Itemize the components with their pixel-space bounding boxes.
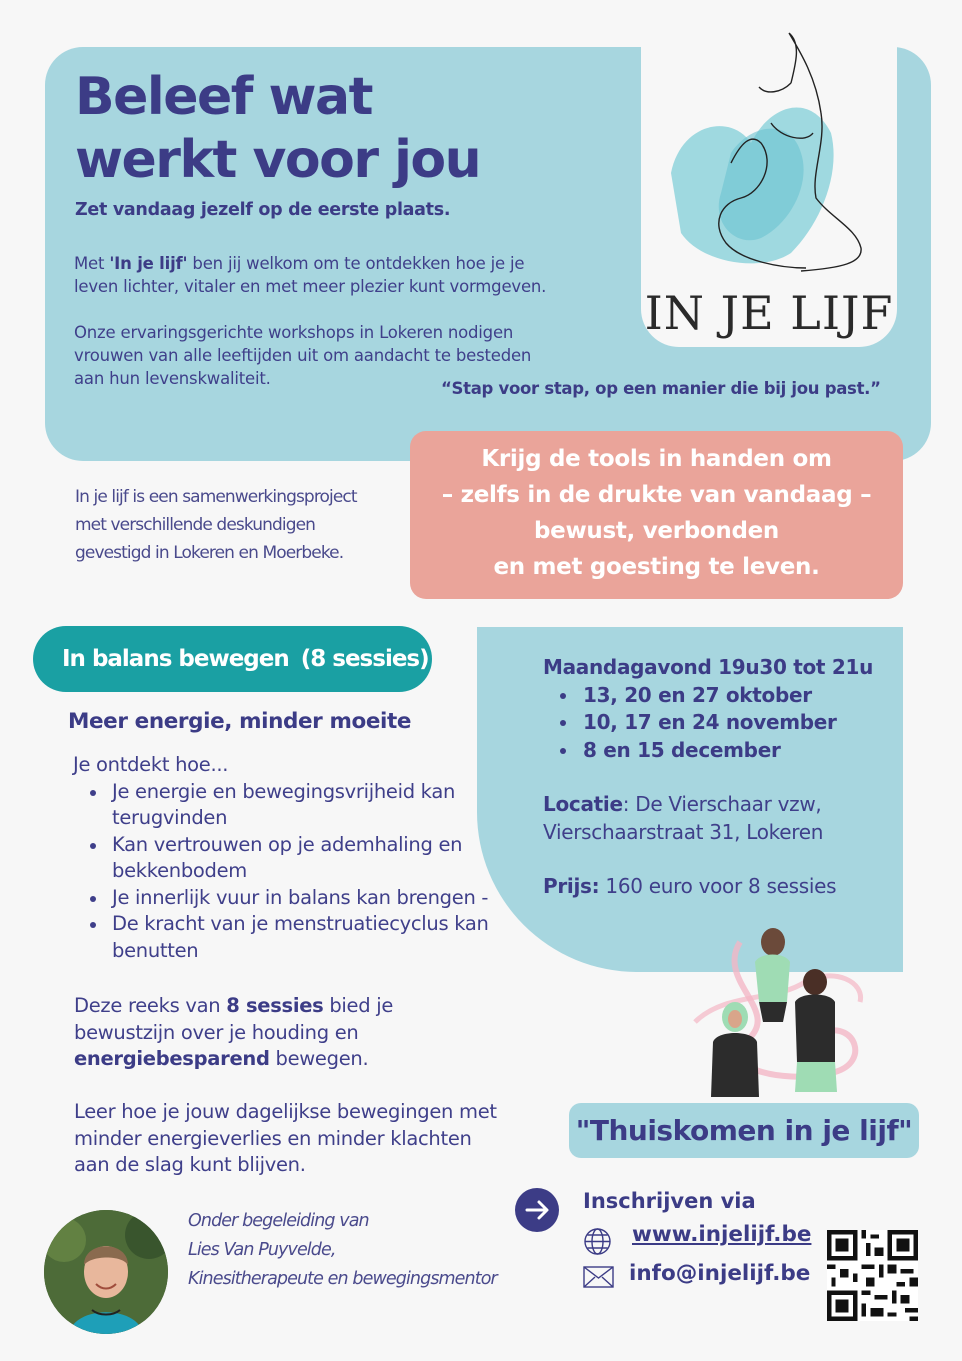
series-text: Deze reeks van bbox=[74, 994, 227, 1017]
qr-code[interactable] bbox=[827, 1230, 918, 1321]
schedule-heading: Maandagavond 19u30 tot 21u bbox=[543, 655, 874, 679]
workshops-line: Onze ervaringsgerichte workshops in Lokeren nodigen bbox=[74, 323, 514, 342]
list-item: Kan vertrouwen op je ademhaling en bekkenbodem bbox=[73, 832, 493, 885]
logo-text: IN JE LIJF bbox=[644, 286, 894, 340]
date-item: 10, 17 en 24 november bbox=[543, 709, 893, 737]
price-label: Prijs: bbox=[543, 874, 600, 898]
location-value: : De Vierschaar vzw, bbox=[622, 792, 822, 816]
learn-paragraph: Leer hoe je jouw dagelijkse bewegingen met minder energieverlies en minder klachten aan de slag kunt blijven. bbox=[74, 1100, 497, 1176]
series-text: bied je bewustzijn over je houding en bbox=[74, 994, 394, 1044]
course-title-pill bbox=[33, 626, 432, 692]
email-link[interactable]: info@injelijf.be bbox=[629, 1261, 811, 1286]
page-title bbox=[75, 66, 480, 192]
series-bold: energiebesparend bbox=[74, 1047, 270, 1070]
intro-paragraph bbox=[74, 252, 564, 298]
location-address: Vierschaarstraat 31, Lokeren bbox=[543, 819, 824, 844]
intro-prefix: Met bbox=[74, 254, 110, 273]
workshops-line: aan hun levenskwaliteit. bbox=[74, 369, 271, 388]
location-block bbox=[543, 791, 893, 846]
list-item: Je innerlijk vuur in balans kan brengen - bbox=[73, 885, 493, 912]
mail-icon bbox=[583, 1266, 614, 1288]
list-item: De kracht van je menstruatiecyclus kan benutten bbox=[73, 911, 493, 964]
woman-silhouette-illustration bbox=[641, 23, 897, 293]
course-sessions: (8 sessies) bbox=[300, 646, 429, 672]
avatar bbox=[44, 1210, 168, 1334]
arrow-right-icon bbox=[515, 1188, 559, 1232]
guide-line: Onder begeleiding van bbox=[188, 1211, 369, 1231]
discover-intro: Je ontdekt hoe... bbox=[73, 753, 229, 776]
collab-line: met verschillende deskundigen bbox=[75, 515, 316, 535]
series-bold: 8 sessies bbox=[226, 994, 324, 1017]
thuiskomen-banner: "Thuiskomen in je lijf" bbox=[569, 1103, 919, 1158]
website-link[interactable]: www.injelijf.be bbox=[632, 1222, 812, 1247]
schedule-block bbox=[543, 654, 893, 764]
signup-label: Inschrijven via bbox=[583, 1189, 756, 1213]
women-illustration bbox=[685, 922, 880, 1102]
date-item: 8 en 15 december bbox=[543, 737, 893, 765]
globe-icon bbox=[583, 1227, 612, 1256]
course-name: In balans bewegen bbox=[62, 646, 289, 672]
discover-block bbox=[73, 752, 493, 964]
guide-line: Lies Van Puyvelde, bbox=[188, 1240, 336, 1260]
intro-rest: ben jij welkom om te ontdekken hoe je je leven lichter, vitaler en met meer plezier kunt vormgeven. bbox=[74, 254, 547, 296]
date-list bbox=[543, 682, 893, 765]
collab-line: gevestigd in Lokeren en Moerbeke. bbox=[75, 543, 344, 563]
location-label: Locatie bbox=[543, 792, 623, 816]
workshops-line: vrouwen van alle leeftijden uit om aandacht te besteden bbox=[74, 346, 532, 365]
collab-line: In je lijf is een samenwerkingsproject bbox=[75, 487, 357, 507]
hero-subtitle: Zet vandaag jezelf op de eerste plaats. bbox=[75, 200, 451, 220]
price-value: 160 euro voor 8 sessies bbox=[599, 874, 837, 898]
logo-card bbox=[641, 23, 897, 347]
callout-line: Krijg de tools in handen om bbox=[481, 446, 832, 472]
guide-line: Kinesitherapeute en bewegingsmentor bbox=[188, 1269, 497, 1289]
callout-line: en met goesting te leven. bbox=[493, 554, 820, 580]
discover-list bbox=[73, 779, 493, 965]
callout-box bbox=[410, 431, 903, 599]
guide-credit bbox=[188, 1207, 497, 1294]
series-paragraph bbox=[74, 993, 499, 1073]
series-text: bewegen. bbox=[269, 1047, 369, 1070]
date-item: 13, 20 en 27 oktober bbox=[543, 682, 893, 710]
course-tagline: Meer energie, minder moeite bbox=[68, 709, 412, 734]
title-line-1: Beleef wat bbox=[75, 67, 372, 127]
title-line-2: werkt voor jou bbox=[75, 130, 481, 190]
intro-brand: 'In je lijf' bbox=[109, 254, 188, 273]
price-block bbox=[543, 873, 836, 901]
callout-line: bewust, verbonden bbox=[533, 518, 780, 544]
hero-quote: “Stap voor stap, op een manier die bij jou past.” bbox=[441, 379, 881, 398]
collaboration-note bbox=[75, 483, 357, 567]
callout-line: – zelfs in de drukte van vandaag – bbox=[441, 482, 872, 508]
list-item: Je energie en bewegingsvrijheid kan terugvinden bbox=[73, 779, 493, 832]
